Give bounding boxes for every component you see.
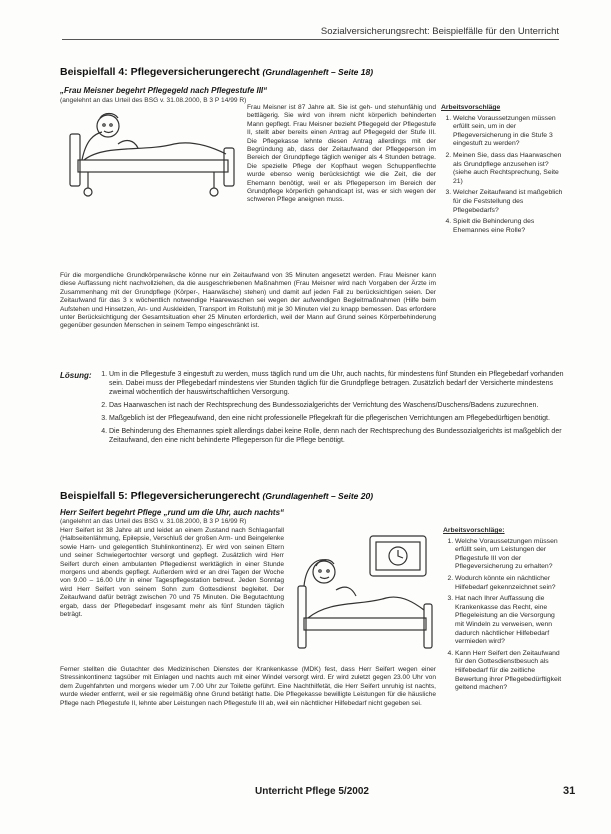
- case5-title: Herr Seifert begehrt Pflege „rund um die Uhr, auch nachts“: [60, 508, 285, 517]
- case5-heading: [60, 490, 373, 502]
- bed-patient-clock-illustration: [290, 526, 440, 668]
- list-item: 3. Welcher Zeitaufwand ist maßgeblich für die Feststellung des Pflegebedarfs?: [453, 189, 563, 215]
- case4-sidebar-list: [441, 115, 563, 236]
- list-item: 2. Wodurch könnte ein nächtlicher Hilfebedarf gekennzeichnet sein?: [455, 575, 563, 592]
- footer-title: Unterricht Pflege 5/2002: [255, 786, 369, 797]
- case5-source: (angelehnt an das Urteil des BSG v. 31.08.2000, B 3 P 16/99 R): [60, 518, 247, 525]
- case4-sidebar-title: Arbeitsvorschläge: [441, 104, 501, 111]
- list-item: 4. Kann Herr Seifert den Zeitaufwand für den Gottesdienstbesuch als Hilfebedarf für die zeitliche Bewertung ihrer Pflegebedürftigkeit geltend machen?: [455, 650, 563, 693]
- case5-heading-text: Beispielfall 5: Pflegeversicherungerecht: [60, 490, 260, 502]
- case5-text-full: Ferner stellten die Gutachter des Medizinischen Dienstes der Krankenkasse (MDK) fest, dass Herr Seifert wegen einer Stressinkontinenz tagsüber mit Einlagen und nachts auch mit einer Windel versorgt wird. Er wird zuletzt gegen 23.00 Uhr von dem Zugehfahrten und morgens wieder um 7.00 Uhr zur Toilette geführt. Eine Nachthilfetät, die Herr Seifert unruhig ist nachts, wurde wieder entfernt, weil er sie regelmäßig ohne Grund betätigt hatte. Die Pflegekasse bewilligte Leistungen für die häusliche Pflege nach Pflegestufe II, lehnte aber Leistungen nach Pflegestufe III ab, weil ein nächtlicher Hilfebedarf nicht gegeben sei.: [60, 666, 436, 707]
- case4-text-right: Frau Meisner ist 87 Jahre alt. Sie ist geh- und stehunfähig und bettlägerig. Sie wird von ihrem nicht körperlich behinderten Mann gepflegt. Frau Meisner bezieht Pflegegeld der Pflegestufe II, stellt aber bereits einen Antrag auf Pflegegeld der Stufe III. Die Pflegekasse lehnte diesen Antrag allerdings mit der Begründung ab, dass der Zeitaufwand der Pflegeperson im Bereich der Grundpflege täglich weniger als 4 Stunden betrage. Die spezielle Pflege der Kopfhaut wegen Schuppenflechte wurde ebenso wenig berücksichtigt wie die Zeit, die der Ehemann benötigt, weil er als Pflegeperson im Bereich der Grundpflege körperlich gehandicapt ist, was er sich wegen der schweren Pflege aneignen muss.: [247, 104, 436, 204]
- case5-sidebar-list: [443, 538, 563, 693]
- case4-reference: (Grundlagenheft – Seite 18): [262, 67, 374, 77]
- list-item: 3. Hat nach Ihrer Auffassung die Krankenkasse das Recht, eine Pflegeleistung an die Versorgung mit Windeln zu verweisen, wenn dadurch nächtlicher Hilfebedarf vermieden wird?: [455, 595, 563, 647]
- loesung-label: Lösung:: [60, 371, 92, 380]
- list-item: 4. Spielt die Behinderung des Ehemannes eine Rolle?: [453, 218, 563, 235]
- case4-text-full: Für die morgendliche Grundkörperwäsche könne nur ein Zeitaufwand von 35 Minuten angesetzt werden. Frau Meisner kann diese Auffassung nicht nachvollziehen, da die ausgeschriebenen Maßnahmen (Frau Meisner wird nach Vorgaben der Ärzte im Zusammenhang mit der Grundpflege (Körper-, Haarwäsche) stehen) und damit auf jeden Fall zu berücksichtigen seien. Der Zeitaufwand für das 3 x wöchentlich notwendige Haarewaschen sei wegen der aufwendigen Begleitmaßnahmen (Hilfe beim Aufstehen und Hinsetzen, An- und Auskleiden, Transport im Rollstuhl) mit je 30 Minuten viel zu knapp bemessen. Das erfordere unter Berücksichtigung der Gesamtsituation eher 25 Minuten erforderlich, weil der Mann auf Grund seines Körperbehinderung gegenüber gesunden Menschen in seinem Tempo eingeschränkt ist.: [60, 272, 436, 330]
- case5-reference: (Grundlagenheft – Seite 20): [262, 491, 374, 501]
- list-item: 1. Welche Voraussetzungen müssen erfüllt sein, um Leistungen der Pflegestufe III von der Pflegeversicherung zu erhalten?: [455, 538, 563, 572]
- case4-title: „Frau Meisner begehrt Pflegegeld nach Pflegestufe III“: [60, 86, 268, 95]
- loesung-list: [96, 370, 579, 449]
- list-item: 2. Meinen Sie, dass das Haarwaschen als Grundpflege anzusehen ist? (siehe auch Rechtsprechung, Seite 21): [453, 152, 563, 186]
- list-item: 3. Maßgeblich ist der Pflegeaufwand, den eine nicht professionelle Pflegekraft für die pflegerischen Verrichtungen am Pflegebedürftigen benötigt.: [109, 414, 579, 423]
- case4-heading-text: Beispielfall 4: Pflegeversicherungerecht: [60, 66, 260, 78]
- bed-patient-illustration: [64, 104, 244, 200]
- case4-heading: [60, 66, 373, 78]
- case4-sidebar: [441, 104, 563, 238]
- case4-source: (angelehnt an das Urteil des BSG v. 31.08.2000, B 3 P 14/99 R): [60, 97, 247, 104]
- list-item: 1. Welche Voraussetzungen müssen erfüllt sein, um in der Pflegeversicherung in die Stufe 3 eingestuft zu werden?: [453, 115, 563, 149]
- list-item: 1. Um in die Pflegestufe 3 eingestuft zu werden, muss täglich rund um die Uhr, auch nachts, für mindestens fünf Stunden ein Pflegebedarf vorhanden sein. Dabei muss der Pflegebedarf mindestens vier Stunden täglich für die Grundpflege betragen. Zusätzlich bedarf der Versicherte mindestens zweimal wöchentlich der hauswirtschaftlichen Versorgung.: [109, 370, 579, 397]
- case5-sidebar-title: Arbeitsvorschläge:: [443, 527, 505, 534]
- case5-sidebar: [443, 527, 563, 696]
- list-item: 2. Das Haarwaschen ist nach der Rechtsprechung des Bundessozialgerichts der Verrichtung des Waschens/Duschens/Badens zuzurechnen.: [109, 401, 579, 410]
- page-number: 31: [563, 785, 576, 797]
- running-head: Sozialversicherungsrecht: Beispielfälle für den Unterricht: [62, 26, 559, 40]
- list-item: 4. Die Behinderung des Ehemannes spielt allerdings dabei keine Rolle, denn nach der Rechtsprechung des Bundessozialgerichts ist maßgeblich der Zeitaufwand, den eine nicht behinderte Pflegeperson für die Pflege benötigt.: [109, 427, 579, 445]
- case5-text-left: Herr Seifert ist 38 Jahre alt und leidet an einem Zustand nach Schlaganfall (Halbseitenlähmung, Epilepsie, Verschluß der großen Arm- und Beingelenke sowie Harn- und gelegentlich Stuhlinkontinenz). Er wird von seinen Eltern und seiner Schwiegertochter versorgt und gepflegt. Zusätzlich wird Herr Seifert durch einen ambulanten Pflegedienst werktäglich in einer Stunde morgens und abends gepflegt. Außerdem wird er an drei Tagen der Woche von 9.00 – 16.00 Uhr in einer Tagespflegestation betreut. Jeden Sonntag wird Herr Seifert von seinem Sohn zum Gottesdienst begleitet. Der Zeitaufwand dafür beträgt zwischen 70 und 75 Minuten. Die Begutachtung ergab, dass der Pflegebedarf insgesamt mehr als fünf Stunden täglich beträgt.: [60, 527, 284, 619]
